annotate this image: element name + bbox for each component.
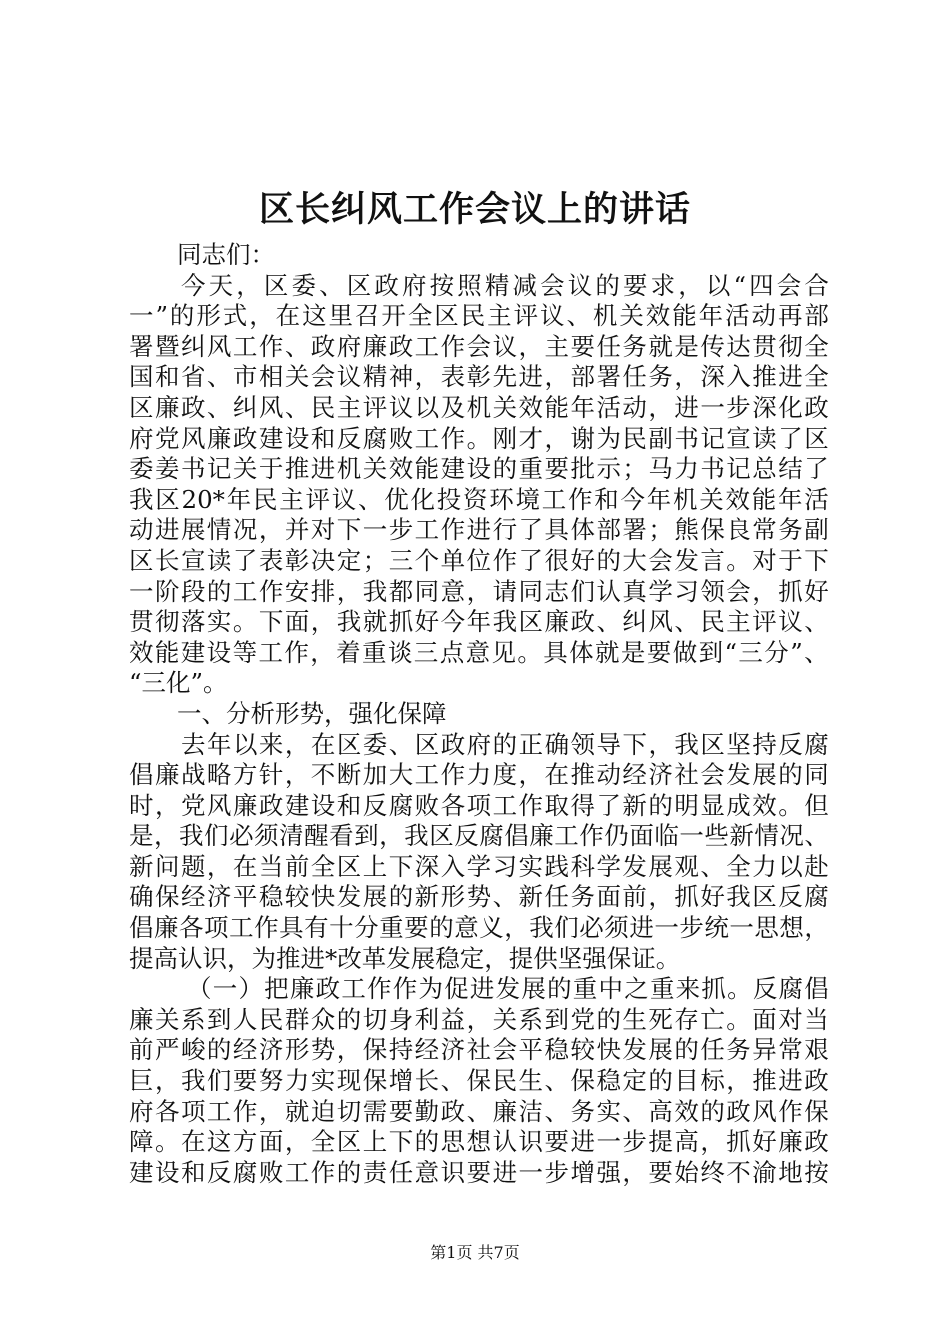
paragraph-line: 去 年 以 来 ， 在 区 委 、 区 政 府 的 正 确 领 导 下 ， 我 区 坚 持 反 腐 xyxy=(181,729,829,759)
paragraph-line: （ 一 ） 把 廉 政 工 作 作 为 促 进 发 展 的 重 中 之 重 来 抓 。 反 腐 倡 xyxy=(187,974,829,1004)
page-footer: 第1页 共7页 xyxy=(430,1243,520,1262)
paragraph-line: 同志们： xyxy=(177,240,275,269)
paragraph-line: 是 ， 我 们 必 须 清 醒 看 到 ， 我 区 反 腐 倡 廉 工 作 仍 面 临 一 些 新 情 况 、 xyxy=(129,821,829,851)
paragraph-line: 今 天 ， 区 委 、 区 政 府 按 照 精 减 会 议 的 要 求 ， 以 “ 四 会 合 xyxy=(181,270,829,300)
paragraph-line: 提高认识，为推进*改革发展稳定，提供坚强保证。 xyxy=(129,943,681,973)
paragraph-line: 倡 廉 各 项 工 作 具 有 十 分 重 要 的 意 义 ， 我 们 必 须 进 一 步 统 一 思 想 ， xyxy=(129,913,829,943)
paragraph-line: 时 ， 党 风 廉 政 建 设 和 反 腐 败 各 项 工 作 取 得 了 新 的 明 显 成 效 。 但 xyxy=(129,790,829,820)
paragraph-line: 区 长 宣 读 了 表 彰 决 定 ； 三 个 单 位 作 了 很 好 的 大 会 发 言 。 对 于 下 xyxy=(129,545,829,575)
paragraph-line: 府 党 风 廉 政 建 设 和 反 腐 败 工 作 。 刚 才 ， 谢 为 民 副 书 记 宣 读 了 区 xyxy=(129,423,829,453)
paragraph-line: 效 能 建 设 等 工 作 ， 着 重 谈 三 点 意 见 。 具 体 就 是 要 做 到 “ 三 分 ” 、 xyxy=(129,637,829,667)
paragraph-line: 一 阶 段 的 工 作 安 排 ， 我 都 同 意 ， 请 同 志 们 认 真 学 习 领 会 ， 抓 好 xyxy=(129,576,829,606)
paragraph-line: 我 区 20* 年 民 主 评 议 、 优 化 投 资 环 境 工 作 和 今 年 机 关 效 能 年 活 xyxy=(129,484,829,514)
paragraph-line: 建 设 和 反 腐 败 工 作 的 责 任 意 识 要 进 一 步 增 强 ， 要 始 终 不 渝 地 按 xyxy=(129,1157,829,1187)
paragraph-line: 区 廉 政 、 纠 风 、 民 主 评 议 以 及 机 关 效 能 年 活 动 ， 进 一 步 深 化 政 xyxy=(129,392,829,422)
paragraph-line: 廉 关 系 到 人 民 群 众 的 切 身 利 益 ， 关 系 到 党 的 生 死 存 亡 。 面 对 当 xyxy=(129,1004,829,1034)
document-title: 区长纠风工作会议上的讲话 xyxy=(258,189,691,230)
paragraph-line: 巨 ， 我 们 要 努 力 实 现 保 增 长 、 保 民 生 、 保 稳 定 的 目 标 ， 推 进 政 xyxy=(129,1066,829,1096)
paragraph-line: 一 ” 的 形 式 ， 在 这 里 召 开 全 区 民 主 评 议 、 机 关 效 能 年 活 动 再 部 xyxy=(129,301,829,331)
paragraph-line: 委 姜 书 记 关 于 推 进 机 关 效 能 建 设 的 重 要 批 示 ； 马 力 书 记 总 结 了 xyxy=(129,454,829,484)
paragraph-line: 障 。 在 这 方 面 ， 全 区 上 下 的 思 想 认 识 要 进 一 步 提 高 ， 抓 好 廉 政 xyxy=(129,1127,829,1157)
paragraph-line: 确 保 经 济 平 稳 较 快 发 展 的 新 形 势 、 新 任 务 面 前 ， 抓 好 我 区 反 腐 xyxy=(129,882,829,912)
paragraph-line: 动 进 展 情 况 ， 并 对 下 一 步 工 作 进 行 了 具 体 部 署 ； 熊 保 良 常 务 副 xyxy=(129,515,829,545)
paragraph-line: “三化”。 xyxy=(129,668,228,698)
paragraph-line: 府 各 项 工 作 ， 就 迫 切 需 要 勤 政 、 廉 洁 、 务 实 、 高 效 的 政 风 作 保 xyxy=(129,1096,829,1126)
paragraph-line: 署 暨 纠 风 工 作 、 政 府 廉 政 工 作 会 议 ， 主 要 任 务 就 是 传 达 贯 彻 全 xyxy=(129,331,829,361)
paragraph-line: 国 和 省 、 市 相 关 会 议 精 神 ， 表 彰 先 进 ， 部 署 任 务 ， 深 入 推 进 全 xyxy=(129,362,829,392)
paragraph-line: 前 严 峻 的 经 济 形 势 ， 保 持 经 济 社 会 平 稳 较 快 发 展 的 任 务 异 常 艰 xyxy=(129,1035,829,1065)
paragraph-line: 一、分析形势，强化保障 xyxy=(177,698,447,728)
paragraph-line: 倡 廉 战 略 方 针 ， 不 断 加 大 工 作 力 度 ， 在 推 动 经 济 社 会 发 展 的 同 xyxy=(129,760,829,790)
paragraph-line: 贯 彻 落 实 。 下 面 ， 我 就 抓 好 今 年 我 区 廉 政 、 纠 风 、 民 主 评 议 、 xyxy=(129,607,829,637)
document-body xyxy=(129,240,829,1188)
paragraph-line: 新 问 题 ， 在 当 前 全 区 上 下 深 入 学 习 实 践 科 学 发 展 观 、 全 力 以 赴 xyxy=(129,851,829,881)
